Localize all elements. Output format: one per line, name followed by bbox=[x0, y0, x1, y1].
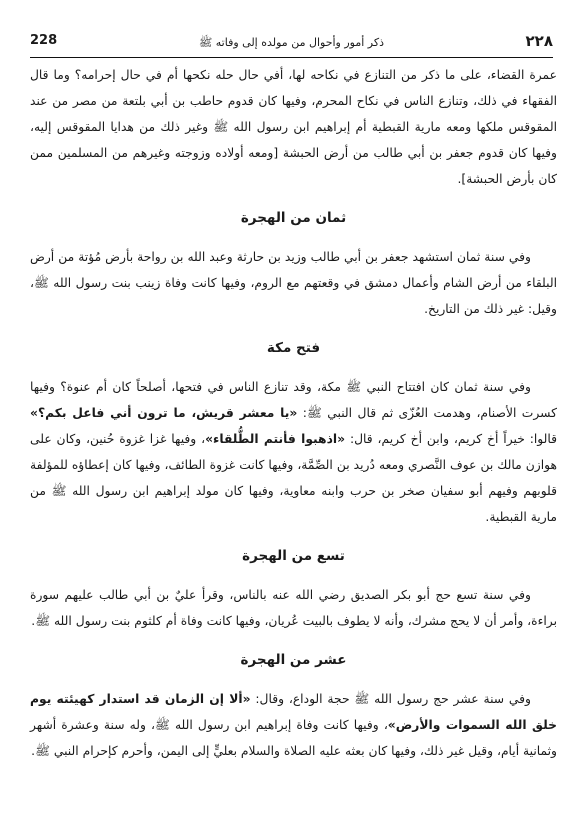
paragraph-text: عمرة القضاء، على ما ذكر من التنازع في نكاحه لها، أفي حال حله نكحها أم في حال إحرامه؟ وما قال الفقهاء في ذلك، وتنازع الناس في نكاح المحرم، وفيها كان قدوم حاطب بن أبي بلتعة من مصر من عند المقوقس ملكها ومعه مارية القبطية أم إبراهيم ابن رسول الله ﷺ وغير ذلك من هدايا المقوقس إليه، وفيها كان قدوم جعفر بن أبي طالب من أرض الحبشة [ومعه أولاده وزوجته وغيرهم من المسلمين ممن كان بأرض الحبشة]. bbox=[30, 68, 557, 186]
section-heading: ثمان من الهجرة bbox=[240, 210, 347, 226]
section-heading: تسع من الهجرة bbox=[242, 548, 345, 564]
page-header bbox=[30, 26, 553, 58]
hadith-quote: «يا معشر قريش، ما ترون أني فاعل بكم؟» bbox=[30, 406, 298, 420]
body-paragraph bbox=[30, 374, 557, 530]
hadith-quote: «اذهبوا فأنتم الطُّلقاء» bbox=[205, 432, 346, 446]
page-number-latin: 228 bbox=[30, 33, 58, 48]
running-title: ذكر أمور وأحوال من مولده إلى وفاته ﷺ bbox=[199, 36, 384, 49]
body-paragraph bbox=[30, 244, 557, 322]
page-body bbox=[30, 62, 557, 764]
header-rule bbox=[30, 57, 553, 58]
paragraph-text: وفي سنة عشر حج رسول الله ﷺ حجة الوداع، وقال: bbox=[250, 692, 531, 706]
paragraph-text: وفي سنة تسع حج أبو بكر الصديق رضي الله عنه بالناس، وقرأ عليٌ بن أبي طالب عليهم سورة براءة، وأمر أن لا يحج مشرك، وأنه لا يطوف بالبيت عُريان، وفيها كانت وفاة أم كلثوم بنت رسول الله ﷺ. bbox=[30, 588, 557, 628]
hadith-quote: «ألا إن الزمان قد استدار كهيئته يوم خلق الله السموات والأرض» bbox=[30, 692, 558, 732]
paragraph-text: قالوا: خيراً أخ كريم، وابن أخ كريم، قال: bbox=[345, 432, 557, 446]
section-heading: عشر من الهجرة bbox=[240, 652, 347, 668]
paragraph-text: ، وفيها غزا غزوة حُنين، وكان على هوازن مالك بن عوف النَّصري ومعه دُريد بن الصِّمَّة، وفيها كانت غزوة الطائف، وفيها كان إعطاؤه للمؤلفة قلوبهم وفيهم أبو سفيان صخر بن حرب وابنه معاوية، وفيها كان مولد إبراهيم ابن رسول الله ﷺ من مارية القبطية. bbox=[30, 432, 557, 524]
body-paragraph bbox=[30, 582, 557, 634]
page-number-arabic: ٢٢٨ bbox=[525, 32, 553, 50]
section-heading: فتح مكة bbox=[266, 340, 321, 356]
paragraph-text: وفي سنة ثمان كان افتتاح النبي ﷺ مكة، وقد تنازع الناس في فتحها، أصلحاً كان أم عنوة؟ وفيها كسرت الأصنام، وهدمت العُزّى ثم قال النبي ﷺ: bbox=[30, 380, 557, 420]
body-paragraph bbox=[30, 686, 557, 764]
paragraph-text: ، وفيها كانت وفاة إبراهيم ابن رسول الله ﷺ، وله سنة وعشرة أشهر وثمانية أيام، وقيل غير ذلك، وفيها كان بعثه عليه الصلاة والسلام بعليٍّ إلى اليمن، وأحرم كإحرام النبي ﷺ. bbox=[30, 718, 557, 758]
body-paragraph bbox=[30, 62, 557, 192]
paragraph-text: وفي سنة ثمان استشهد جعفر بن أبي طالب وزيد بن حارثة وعبد الله بن رواحة بأرض مُؤتة من أرض البلقاء من أرض الشام وأعمال دمشق في وقعتهم مع الروم، وفيها كانت وفاة زينب بنت رسول الله ﷺ، وقيل: غير ذلك من التاريخ. bbox=[30, 250, 557, 316]
